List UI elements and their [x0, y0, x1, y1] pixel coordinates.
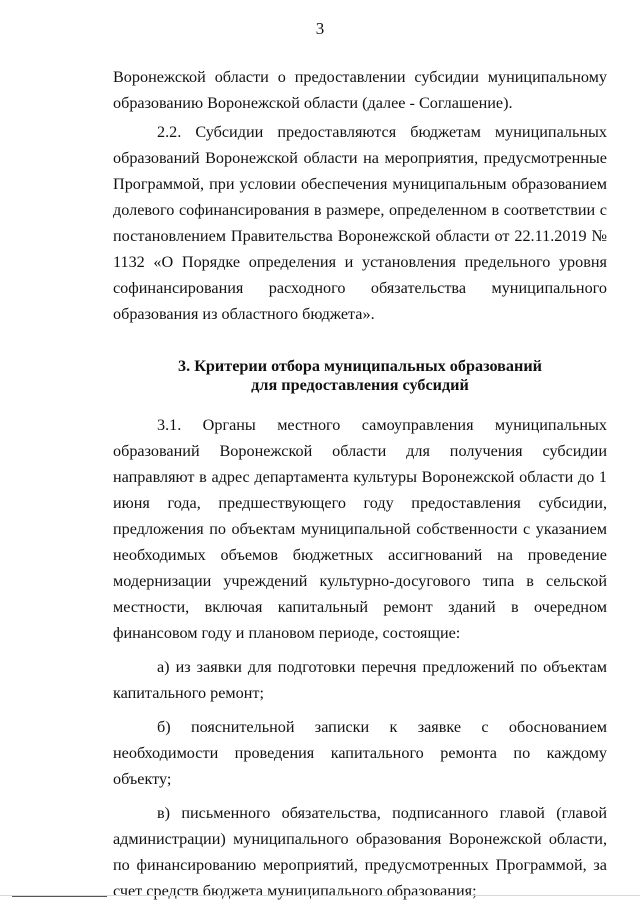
paragraph-continuation: Воронежской области о предоставлении субсидии муниципальному образованию Воронежской области (далее - Соглашение).: [113, 68, 607, 112]
list-item-c: в) письменного обязательства, подписанного главой (главой администрации) муниципального образования Воронежской области, по финансированию мероприятий, предусмотренных Программой, за счет средств бюджета муниципального образования;: [113, 804, 607, 900]
section-heading-line-1: 3. Критерии отбора муниципальных образований: [178, 357, 542, 375]
section-heading: [113, 357, 607, 395]
paragraph-3-1: 3.1. Органы местного самоуправления муниципальных образований Воронежской области для получения субсидии направляют в адрес департамента культуры Воронежской области до 1 июня года, предшествующего году предоставления субсидии, предложения по объектам муниципальной собственности с указанием необходимых объемов бюджетных ассигнований на проведение модернизации учреждений культурно-досугового типа в сельской местности, включая капитальный ремонт зданий в очередном финансовом году и плановом периоде, состоящие:: [113, 416, 607, 642]
section-heading-line-2: для предоставления субсидий: [251, 376, 469, 394]
document-body: [113, 64, 607, 904]
list-item-a: а) из заявки для подготовки перечня предложений по объектам капитального ремонт;: [113, 658, 607, 702]
scan-edge-mark: [12, 896, 107, 897]
page-number: 3: [315, 19, 325, 38]
page-bottom-edge: [0, 895, 640, 902]
list-item-b: б) пояснительной записки к заявке с обоснованием необходимости проведения капитального ремонта по каждому объекту;: [113, 718, 607, 788]
paragraph-2-2: 2.2. Субсидии предоставляются бюджетам муниципальных образований Воронежской области на мероприятия, предусмотренные Программой, при условии обеспечения муниципальным образованием долевого софинансирования в размере, определенном в соответствии с постановлением Правительства Воронежской области от 22.11.2019 № 1132 «О Порядке определения и установления предельного уровня софинансирования расходного обязательства муниципального образования из областного бюджета».: [113, 123, 607, 323]
